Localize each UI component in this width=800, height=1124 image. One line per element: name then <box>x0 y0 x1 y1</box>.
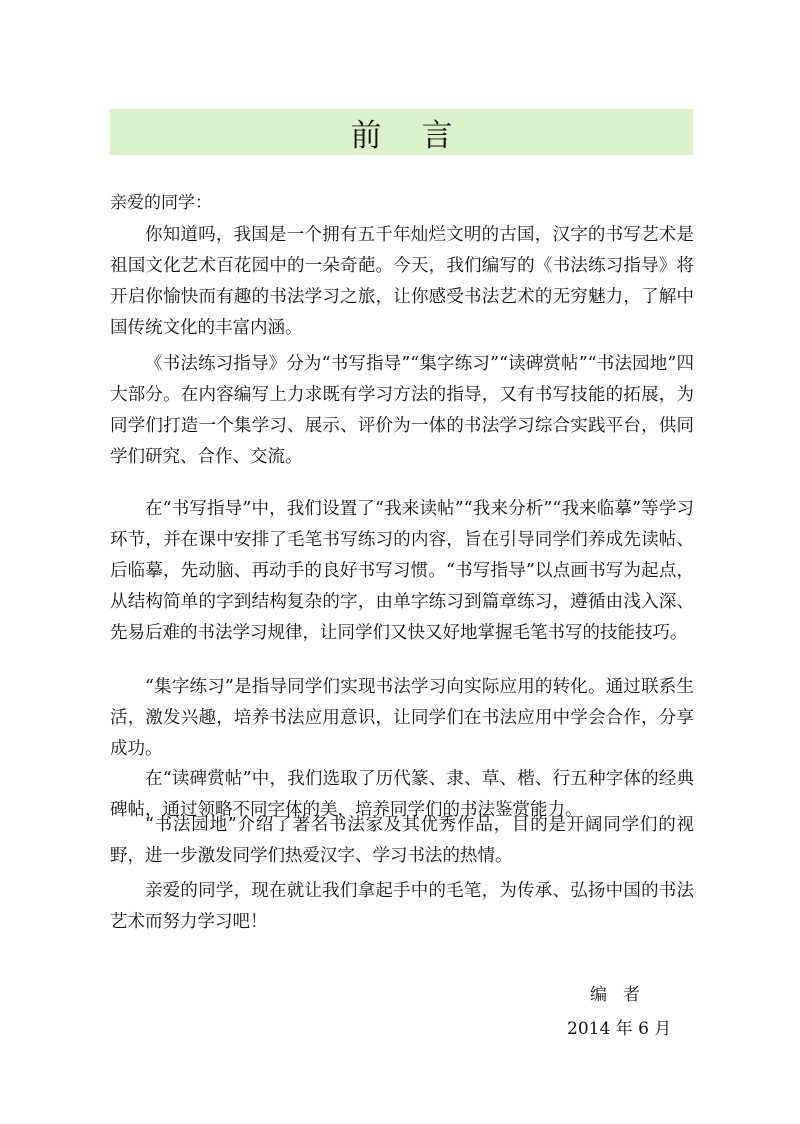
salutation: 亲爱的同学： <box>110 193 212 213</box>
title-banner <box>110 109 693 155</box>
paragraph-writing-guidance: 在“书写指导”中，我们设置了“我来读帖”“我来分析”“我来临摹”等学习环节，并在课中安排了毛笔书写练习的内容，旨在引导同学们养成先读帖、后临摹，先动脑、再动手的良好书写习惯。“书写指导”以点画书写为起点，从结构简单的字到结构复杂的字，由单字练习到篇章练习，遵循由浅入深、先易后难的书法学习规律，让同学们又快又好地掌握毛笔书写的技能技巧。 <box>110 499 694 643</box>
paragraph-intro: 你知道吗，我国是一个拥有五千年灿烂文明的古国，汉字的书写艺术是祖国文化艺术百花园中的一朵奇葩。今天，我们编写的《书法练习指导》将开启你愉快而有趣的书法学习之旅，让你感受书法艺术的无穷魅力，了解中国传统文化的丰富内涵。 <box>110 225 694 338</box>
paragraph-closing: 亲爱的同学，现在就让我们拿起手中的毛笔，为传承、弘扬中国的书法艺术而努力学习吧！ <box>110 881 694 932</box>
paragraph-steles-appreciation: 在“读碑赏帖”中，我们选取了历代篆、隶、草、楷、行五种字体的经典碑帖，通过领略不同字体的美，培养同学们的书法鉴赏能力。 <box>110 769 694 820</box>
signature: 编者 <box>590 985 656 1005</box>
date: 2014 年 6 月 <box>567 1019 672 1039</box>
paragraph-character-practice: “集字练习”是指导同学们实现书法学习向实际应用的转化。通过联系生活，激发兴趣，培养书法应用意识，让同学们在书法应用中学会合作，分享成功。 <box>110 677 694 759</box>
paragraph-calligraphy-garden: “书法园地”介绍了著名书法家及其优秀作品，目的是开阔同学们的视野，进一步激发同学们热爱汉字、学习书法的热情。 <box>110 815 694 866</box>
page-title: 前言 <box>350 117 493 154</box>
paragraph-structure: 《书法练习指导》分为“书写指导”“集字练习”“读碑赏帖”“书法园地”四大部分。在内容编写上力求既有学习方法的指导，又有书写技能的拓展，为同学们打造一个集学习、展示、评价为一体的书法学习综合实践平台，供同学们研究、合作、交流。 <box>110 354 694 467</box>
